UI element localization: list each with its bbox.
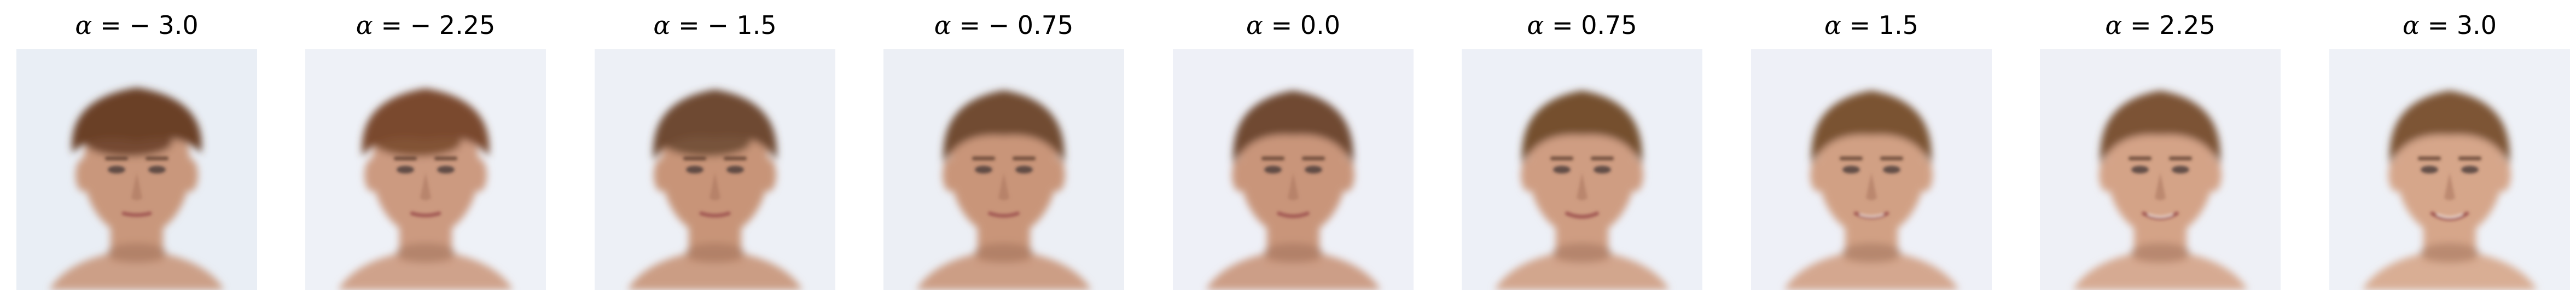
panel-3 — [595, 0, 835, 307]
panel-title: α = − 1.5 — [653, 10, 777, 40]
panel-4 — [883, 0, 1124, 307]
face-portrait — [16, 49, 257, 290]
panel-5 — [1173, 0, 1414, 307]
panel-title: α = 3.0 — [2402, 10, 2497, 40]
face-image — [595, 49, 835, 290]
face-image — [1462, 49, 1702, 290]
face-portrait — [2040, 49, 2281, 290]
panel-7 — [1751, 0, 1992, 307]
face-portrait — [1173, 49, 1414, 290]
panel-title: α = 0.75 — [1527, 10, 1637, 40]
face-image — [883, 49, 1124, 290]
panel-9 — [2329, 0, 2570, 307]
panel-title: α = 2.25 — [2105, 10, 2216, 40]
panel-title: α = − 3.0 — [75, 10, 199, 40]
panel-title: α = − 2.25 — [356, 10, 496, 40]
panel-title: α = 0.0 — [1246, 10, 1341, 40]
face-portrait — [595, 49, 835, 290]
panel-6 — [1462, 0, 1702, 307]
panel-title: α = − 0.75 — [934, 10, 1074, 40]
panel-2 — [305, 0, 546, 307]
face-image — [1173, 49, 1414, 290]
face-portrait — [1751, 49, 1992, 290]
face-image — [16, 49, 257, 290]
panel-1 — [16, 0, 257, 307]
panel-8 — [2040, 0, 2281, 307]
face-portrait — [1462, 49, 1702, 290]
face-portrait — [883, 49, 1124, 290]
face-image — [2040, 49, 2281, 290]
face-image — [305, 49, 546, 290]
face-portrait — [305, 49, 546, 290]
face-image — [2329, 49, 2570, 290]
panel-title: α = 1.5 — [1824, 10, 1919, 40]
face-portrait — [2329, 49, 2570, 290]
face-image — [1751, 49, 1992, 290]
